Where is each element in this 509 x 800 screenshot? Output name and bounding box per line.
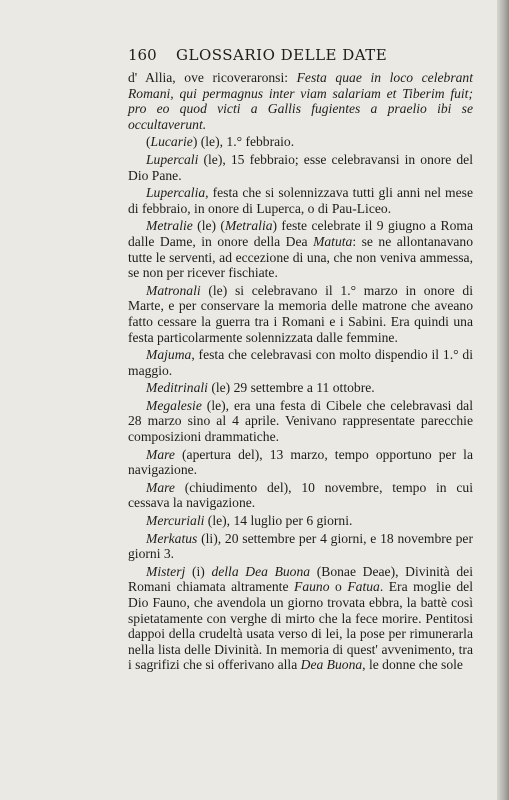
- glossary-entry: [128, 185, 473, 216]
- glossary-entry: [128, 283, 473, 345]
- italic-text: Metralia: [224, 218, 273, 234]
- italic-text: Mercuriali: [146, 513, 205, 529]
- italic-text: Fauno: [294, 579, 330, 595]
- page-number: 160: [128, 46, 157, 64]
- text-run: ) feste celebrate il 9 giugno a Roma dalle Dame, in onore della Dea: [128, 218, 473, 249]
- glossary-entry: [128, 513, 473, 529]
- italic-text: Fatua: [347, 579, 380, 595]
- text-run: , le donne che sole: [362, 657, 463, 673]
- italic-text: Lucarie: [150, 134, 193, 150]
- italic-text: della Dea Buona: [211, 563, 311, 579]
- text-run: , festa che celebravasi con molto dispendio il 1.° di maggio.: [128, 347, 473, 378]
- glossary-entry: [128, 480, 473, 511]
- italic-text: Mare: [146, 446, 175, 462]
- text-run: (le), era una festa di Cibele che celebravasi dal 28 marzo sino al 4 aprile. Venivano rappresentate parecchie composizioni drammatiche.: [128, 397, 473, 445]
- text-run: : se ne allontanavano tutte le serventi, ad eccezione di una, che non veniva ammessa, se non per ricever fischiate.: [128, 233, 473, 281]
- italic-text: Festa quae in loco celebrant Romani, qui permagnus inter viam salariam et Tiberim fuit; pro eo quod victi a Gallis fugientes a praelio ibi se occultaverunt.: [128, 70, 473, 132]
- glossary-entry: [128, 380, 473, 396]
- text-run: ) (le), 1.° febbraio.: [192, 134, 295, 150]
- body-text: [128, 70, 473, 675]
- text-run: (li), 20 settembre per 4 giorni, e 18 novembre per giorni 3.: [128, 530, 473, 562]
- italic-text: Megalesie: [146, 397, 202, 413]
- italic-text: Matronali: [146, 282, 201, 298]
- glossary-entry: [128, 447, 473, 478]
- italic-text: Dea Buona: [300, 657, 363, 673]
- text-run: . Era moglie del Dio Fauno, che avendola un giorno trovata ebbra, la battè così spietatamente con verghe di mirto che la fece morire. Pentitosi dappoi della crudeltà usata verso di lei, la pose per rimunerarla nella lista delle Divinità. In memoria di quest' avvenimento, tra i sagrifizi che si offerivano alla: [128, 579, 473, 673]
- glossary-entry: [128, 564, 473, 673]
- glossary-entry: [128, 347, 473, 378]
- text-run: (i): [185, 563, 212, 579]
- glossary-entry: [128, 218, 473, 280]
- italic-text: Misterj: [146, 563, 186, 579]
- text-run: (le), 15 febbraio; esse celebravansi in onore del Dio Pane.: [128, 151, 473, 183]
- running-title: GLOSSARIO DELLE DATE: [176, 46, 388, 64]
- text-run: , festa che si solennizzava tutti gli anni nel mese di febbraio, in onore di Luperca, o di Pau-Liceo.: [128, 185, 473, 216]
- glossary-entry: [128, 152, 473, 183]
- italic-text: Lupercali: [146, 151, 199, 167]
- text-run: (le) 29 settembre a 11 ottobre.: [207, 380, 375, 396]
- text-run: (apertura del), 13 marzo, tempo opportuno per la navigazione.: [128, 446, 473, 478]
- text-run: (le) si celebravano il 1.° marzo in onore di Marte, e per conservare la memoria delle matrone che aveano fatto cessare la guerra tra i Romani e i Sabini. Era quindi una festa particolarmente solennizzata dalle femmine.: [128, 282, 473, 345]
- italic-text: Merkatus: [146, 530, 198, 546]
- text-run: (le), 14 luglio per 6 giorni.: [204, 513, 353, 529]
- text-run: (Bonae Deae), Divinità dei Romani chiamata altramente: [128, 563, 473, 595]
- glossary-entry: [128, 70, 473, 132]
- italic-text: Metralie: [146, 218, 193, 234]
- italic-text: Meditrinali: [146, 380, 208, 396]
- italic-text: Mare: [146, 479, 175, 495]
- glossary-entry: [128, 398, 473, 445]
- glossary-entry: [128, 134, 473, 150]
- italic-text: Lupercalia: [146, 185, 206, 201]
- text-run: d' Allia, ove ricoveraronsi:: [128, 70, 297, 85]
- glossary-entry: [128, 531, 473, 562]
- page-gutter-shadow: [497, 0, 509, 800]
- text-run: (: [146, 134, 151, 150]
- italic-text: Majuma: [146, 347, 192, 363]
- text-run: (chiudimento del), 10 novembre, tempo in cui cessava la navigazione.: [128, 479, 473, 511]
- text-run: o: [329, 579, 348, 595]
- text-run: (le) (: [192, 218, 225, 234]
- italic-text: Matuta: [313, 233, 353, 249]
